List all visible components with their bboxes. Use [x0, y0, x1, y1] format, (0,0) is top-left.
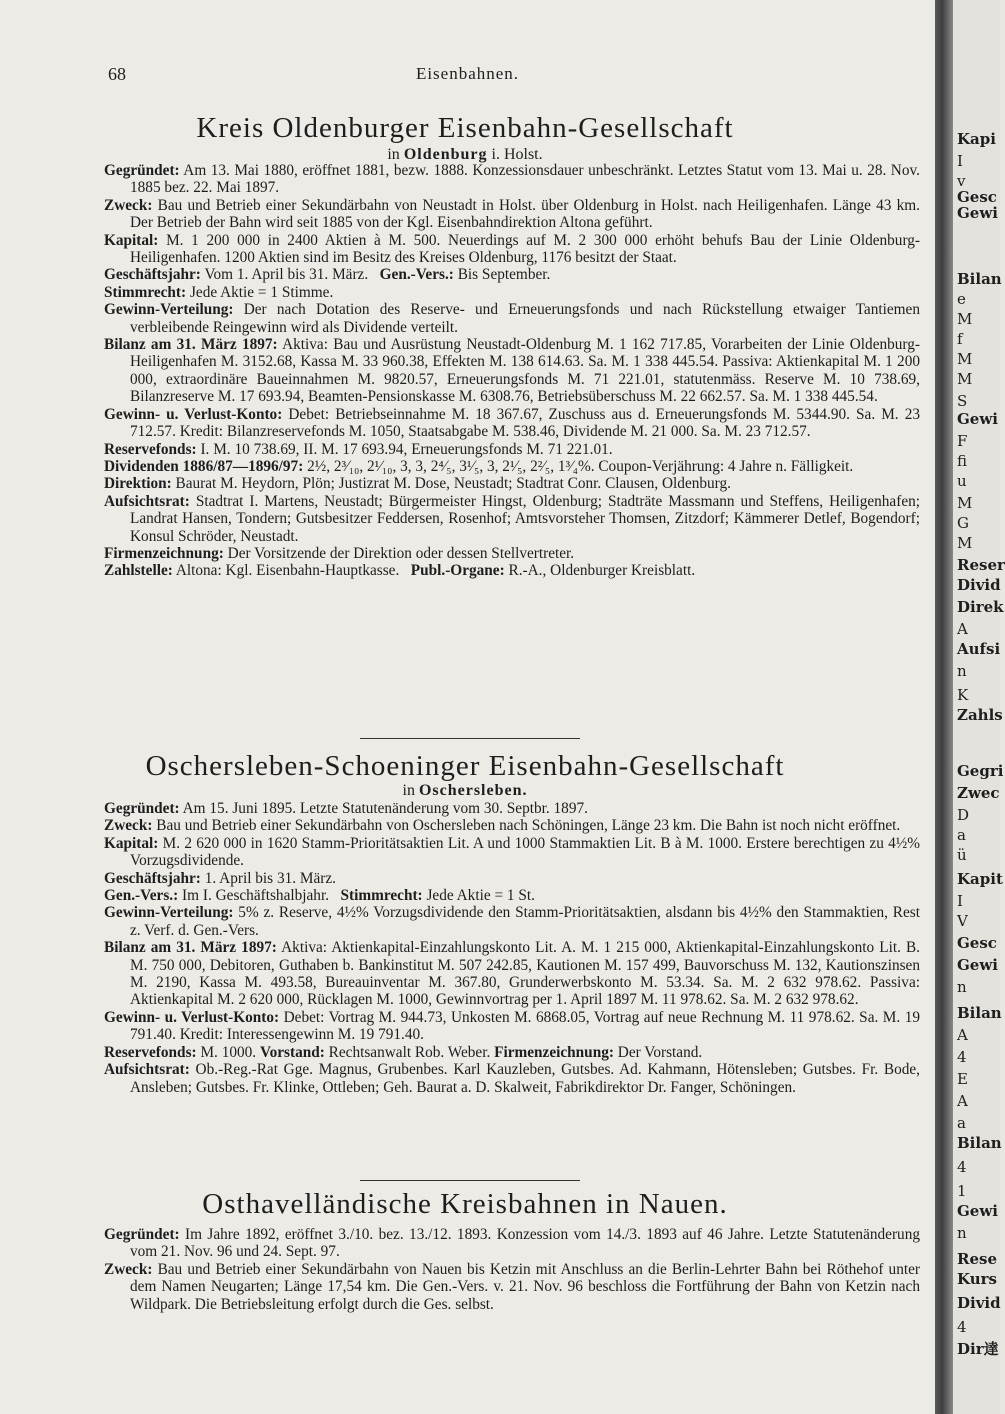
adjacent-page-fragment: Bilan: [957, 270, 1002, 288]
adjacent-page-fragment: Kapi: [957, 130, 996, 148]
entry-bilanz: [104, 939, 920, 1009]
entry-label: Aufsichtsrat:: [104, 1061, 190, 1079]
entry-text: 1. April bis 31. März.: [204, 869, 336, 887]
adjacent-page-fragment: a: [957, 826, 966, 844]
entry-text: Altona: Kgl. Eisenbahn-Hauptkasse.: [175, 562, 400, 580]
entry-kapital: [104, 835, 920, 870]
entry-text: Aktiva: Aktienkapital-Einzahlungskonto Lit. A. M. 1 215 000, Aktienkapital-Einzahlungskonto Lit. B. M. 750 000, Debitoren, Guthaben b. Bankinstitut M. 507 242.85, Kautionen M. 157 499, Bauvorschuss M. 132, Kautionszinsen M. 2190, Kassa M. 493.58, Bureauinventar M. 367.80, Grunderwerbskonto M. 53.34. Sa. M. 2 632 978.62. Passiva: Aktienkapital M. 2 620 000, Rücklagen M. 1000, Gewinnvortrag per 1. April 1897 M. 11 978.62. Sa. M. 2 632 978.62.: [130, 939, 921, 1009]
book-gutter: [935, 0, 953, 1414]
entry-label: Reservefonds:: [104, 1043, 197, 1061]
entry-label: Zweck:: [104, 196, 153, 214]
entry-label: Geschäftsjahr:: [104, 869, 201, 887]
entry-text: Rechtsanwalt Rob. Weber.: [328, 1043, 491, 1061]
company-section: [104, 1226, 920, 1313]
adjacent-page-fragment: S: [957, 392, 968, 410]
entry-gegruendet: [104, 800, 920, 817]
entry-text: M. 1000.: [200, 1043, 257, 1061]
entry-text: I. M. 10 738.69, II. M. 17 693.94, Erneuerungsfonds M. 71 221.01.: [200, 440, 613, 458]
entry-kapital: [104, 232, 920, 267]
adjacent-page-fragment: F: [957, 432, 968, 450]
entry-stimmrecht: [104, 284, 920, 301]
entry-text: Bau und Betrieb einer Sekundärbahn von Nauen bis Ketzin mit Anschluss an die Berlin-Lehrter Bahn bei Röthehof unter dem Namen Neugarten; Länge 17,54 km. Die Gen.-Vers. v. 21. Nov. 96 beschloss die Fortführung der Bahn von Ketzin nach Wildpark. Die Betriebsleitung erfolgt durch die Ges. selbst.: [130, 1260, 920, 1313]
entry-text: Der nach Dotation des Reserve- und Erneuerungsfonds und nach Rückstellung etwaiger Tantiemen verbleibende Reingewinn wird als Dividende verteilt.: [130, 301, 920, 336]
entry-reservefonds: [104, 441, 920, 458]
adjacent-page-fragment: Zwec: [957, 784, 1000, 802]
entry-gegruendet: [104, 1226, 920, 1261]
entry-label: Bilanz am 31. März 1897:: [104, 336, 278, 354]
adjacent-page-fragment: Gesc: [957, 934, 997, 952]
adjacent-page-fragment: M: [957, 494, 973, 512]
entry-label: Stimmrecht:: [104, 283, 187, 301]
adjacent-page-fragment: Gewi: [957, 204, 998, 222]
entry-aufsichtsrat: [104, 493, 920, 545]
adjacent-page-fragment: Aufsi: [957, 640, 1001, 658]
adjacent-page-fragment: n: [957, 978, 967, 996]
entry-label: Gen.-Vers.:: [379, 266, 454, 284]
adjacent-page-fragment: Gewi: [957, 410, 998, 428]
entry-label: Zweck:: [104, 1260, 153, 1278]
adjacent-page-fragment: Kurs: [957, 1270, 997, 1288]
adjacent-page-fragment: Direk: [957, 598, 1004, 616]
adjacent-page-fragment: Bilan: [957, 1134, 1002, 1152]
adjacent-page-fragment: n: [957, 662, 967, 680]
entry-text: Der Vorstand.: [617, 1043, 703, 1061]
page-number: 68: [108, 64, 126, 84]
entry-text: M. 2 620 000 in 1620 Stamm-Prioritätsaktien Lit. A und 1000 Stammaktien Lit. B à M. 1000. Erstere berechtigen zu 4½% Vorzugsdividende.: [130, 834, 920, 870]
entry-label: Gegründet:: [104, 1226, 180, 1243]
entry-text: Im Jahre 1892, eröffnet 3./10. bez. 13./12. 1893. Konzession vom 14./3. 1893 auf 46 Jahre. Letzte Statutenänderung vom 21. Nov. 96 und 24. Sept. 97.: [130, 1226, 920, 1261]
company-title: Kreis Oldenburger Eisenbahn-Gesellschaft: [196, 112, 734, 144]
entry-text: Am 13. Mai 1880, eröffnet 1881, bezw. 1888. Konzessionsdauer unbeschränkt. Letztes Statut vom 13. Mai u. 28. Nov. 1885 bez. 22. Mai 1897.: [130, 162, 920, 197]
entry-reservefonds: [104, 1044, 920, 1061]
adjacent-page-fragment: Zahls: [957, 706, 1003, 724]
adjacent-page-fragment: M: [957, 534, 973, 552]
adjacent-page-fragment: M: [957, 370, 973, 388]
entry-label: Gewinn- u. Verlust-Konto:: [104, 405, 283, 423]
entry-label: Kapital:: [104, 231, 159, 249]
adjacent-page-fragment: A: [957, 620, 968, 638]
entry-text: Bau und Betrieb einer Sekundärbahn von Oschersleben nach Schöningen, Länge 23 km. Die Bahn ist noch nicht eröffnet.: [156, 817, 901, 835]
adjacent-page-fragment: A: [957, 1092, 968, 1110]
entry-label: Kapital:: [104, 834, 159, 852]
adjacent-page-fragment: Reser: [957, 556, 1005, 574]
adjacent-page-fragment: Dir達: [957, 1340, 999, 1358]
adjacent-page-fragment: Gewi: [957, 1202, 998, 1220]
location-city: Oldenburg: [403, 146, 488, 163]
entry-label: Firmenzeichnung:: [104, 544, 224, 562]
company-section: [104, 800, 920, 1096]
adjacent-page-edge: [953, 0, 1005, 1414]
entry-text: Jede Aktie = 1 Stimme.: [189, 283, 334, 301]
adjacent-page-fragment: fi: [957, 452, 968, 470]
entry-label: Zahlstelle:: [104, 562, 173, 580]
entry-label: Vorstand:: [259, 1043, 325, 1061]
entry-text: Stadtrat I. Martens, Neustadt; Bürgermeister Hingst, Oldenburg; Stadträte Massmann und Steffens, Heiligenhafen; Landrat Hansen, Tondern; Gutsbesitzer Feddersen, Rosenhof; Amtsvorsteher Thomsen, Zitzdorf; Kämmerer Detlef, Bogendorf; Konsul Schröder, Neustadt.: [130, 492, 921, 545]
entry-label: Firmenzeichnung:: [494, 1043, 614, 1061]
adjacent-page-fragment: Divid: [957, 576, 1001, 594]
adjacent-page-fragment: 4: [957, 1318, 967, 1336]
entry-gewinn-verlust: [104, 406, 920, 441]
adjacent-page-fragment: 4: [957, 1048, 967, 1066]
entry-label: Gegründet:: [104, 162, 180, 179]
adjacent-page-fragment: M: [957, 350, 973, 368]
section-divider: [360, 738, 580, 739]
entry-zweck: [104, 1261, 920, 1313]
entry-aufsichtsrat: [104, 1061, 920, 1096]
adjacent-page-fragment: E: [957, 1070, 968, 1088]
entry-text: Baurat M. Heydorn, Plön; Justizrat M. Dose, Neustadt; Stadtrat Conr. Clausen, Oldenburg.: [175, 475, 731, 493]
adjacent-page-fragment: M: [957, 310, 973, 328]
entry-firmenzeichnung: [104, 545, 920, 562]
entry-label: Direktion:: [104, 475, 172, 493]
location-prefix: in: [387, 146, 400, 163]
adjacent-page-fragment: I: [957, 152, 963, 170]
company-title: Osthavelländische Kreisbahnen in Nauen.: [202, 1188, 728, 1220]
entry-text: Am 15. Juni 1895. Letzte Statutenänderung vom 30. Septbr. 1897.: [182, 800, 588, 817]
entry-text: M. 1 200 000 in 2400 Aktien à M. 500. Neuerdings auf M. 2 300 000 erhöht behufs Bau der Linie Oldenburg-Heiligenhafen. 1200 Aktien sind im Besitz des Kreises Oldenburg, 1176 besitzt der Staat.: [130, 231, 921, 267]
entry-label: Gen.-Vers.:: [104, 887, 179, 905]
entry-text: Bis September.: [457, 266, 551, 284]
adjacent-page-fragment: v: [957, 172, 966, 190]
entry-text: Debet: Betriebseinnahme M. 18 367.67, Zuschuss aus d. Erneuerungsfonds M. 5344.90. Sa. M. 23 712.57. Kredit: Bilanzreservefonds M. 1050, Staatsabgabe M. 538.46, Dividende M. 21 000. Sa. M. 23 712.57.: [130, 405, 920, 441]
entry-text: 5% z. Reserve, 4½% Vorzugsdividende den Stamm-Prioritätsaktien, alsdann bis 4½% den Stammaktien, Rest z. Verf. d. Gen.-Vers.: [130, 904, 920, 939]
adjacent-page-fragment: Kapit: [957, 870, 1003, 888]
location-suffix: i. Holst.: [491, 146, 543, 163]
entry-direktion: [104, 475, 920, 492]
entry-gewinn-verlust: [104, 1009, 920, 1044]
entry-gen-vers: [104, 887, 920, 904]
entry-text: Jede Aktie = 1 St.: [426, 887, 535, 905]
adjacent-page-fragment: Gegri: [957, 762, 1004, 780]
entry-label: Gegründet:: [104, 800, 180, 817]
section-divider: [360, 1180, 580, 1181]
adjacent-page-fragment: V: [957, 912, 968, 930]
entry-text: Der Vorsitzende der Direktion oder dessen Stellvertreter.: [227, 544, 575, 562]
adjacent-page-fragment: A: [957, 1026, 968, 1044]
entry-zweck: [104, 197, 920, 232]
entry-text: Bau und Betrieb einer Sekundärbahn von Neustadt in Holst. über Oldenburg in Holst. nach Heiligenhafen. Länge 43 km. Der Betrieb der Bahn wird seit 1885 von der Kgl. Eisenbahndirektion Altona geführt.: [130, 196, 920, 232]
entry-label: Stimmrecht:: [340, 887, 423, 905]
entry-label: Zweck:: [104, 817, 153, 835]
adjacent-page-fragment: 1: [957, 1182, 967, 1200]
adjacent-page-fragment: Bilan: [957, 1004, 1002, 1022]
adjacent-page-fragment: ü: [957, 846, 967, 864]
entry-geschaeftsjahr: [104, 266, 920, 283]
adjacent-page-fragment: Gesc: [957, 188, 997, 206]
location-city: Oschersleben.: [418, 782, 528, 799]
adjacent-page-fragment: G: [957, 514, 969, 532]
entry-label: Geschäftsjahr:: [104, 266, 201, 284]
entry-gewinn-verteilung: [104, 301, 920, 336]
entry-label: Reservefonds:: [104, 440, 197, 458]
location-prefix: in: [402, 782, 415, 799]
adjacent-page-fragment: I: [957, 892, 963, 910]
entry-label: Aufsichtsrat:: [104, 492, 190, 510]
entry-label: Gewinn- u. Verlust-Konto:: [104, 1008, 280, 1026]
entry-geschaeftsjahr: [104, 870, 920, 887]
entry-bilanz: [104, 336, 920, 406]
entry-text: Im I. Geschäftshalbjahr.: [182, 887, 330, 905]
adjacent-page-fragment: a: [957, 1114, 966, 1132]
adjacent-page-fragment: 4: [957, 1158, 967, 1176]
entry-text: Ob.-Reg.-Rat Gge. Magnus, Grubenbes. Karl Kauzleben, Gutsbes. Ad. Kahmann, Hötensleben; Gutsbes. Fr. Bode, Ansleben; Gutsbes. Fr. Klinke, Ottleben; Geh. Baurat a. D. Skalweit, Fabrikdirektor Dr. Fanger, Schöningen.: [130, 1061, 921, 1096]
entry-text: 2½, 2³⁄₁₀, 2¹⁄₁₀, 3, 3, 2⁴⁄₅, 3¹⁄₅, 3, 2¹⁄₅, 2²⁄₅, 1³⁄₄%. Coupon-Verjährung: 4 Jahre n. Fälligkeit.: [307, 457, 854, 475]
entry-label: Gewinn-Verteilung:: [104, 904, 234, 922]
running-title: Eisenbahnen.: [415, 64, 520, 83]
entry-gegruendet: [104, 162, 920, 197]
entry-label: Bilanz am 31. März 1897:: [104, 939, 277, 957]
entry-dividenden: [104, 458, 920, 475]
entry-label: Dividenden 1886/87—1896/97:: [104, 457, 304, 475]
entry-text: Aktiva: Bau und Ausrüstung Neustadt-Oldenburg M. 1 162 717.85, Vorarbeiten der Linie Oldenburg-Heiligenhafen M. 3152.68, Kassa M. 33 960.38, Effekten M. 138 614.63. Sa. M. 1 338 445.54. Passiva: Aktienkapital M. 1 200 000, extraordinäre Baueinnahmen M. 9820.57, Erneuerungsfonds M. 71 221.01, statutenmäss. Reserve M. 10 738.69, Bilanzreserve M. 17 693.94, Beamten-Pensionskasse M. 6308.76, Betriebsüberschuss M. 22 662.57. Sa. M. 1 338 445.54.: [130, 336, 920, 406]
adjacent-page-fragment: Gewi: [957, 956, 998, 974]
adjacent-page-fragment: Divid: [957, 1294, 1001, 1312]
adjacent-page-fragment: K: [957, 686, 969, 704]
company-title: Oschersleben-Schoeninger Eisenbahn-Gesellschaft: [145, 750, 785, 782]
entry-text: Debet: Vortrag M. 944.73, Unkosten M. 6868.05, Vortrag auf neue Rechnung M. 11 978.62. Sa. M. 19 791.40. Kredit: Interessengewinn M. 19 791.40.: [130, 1008, 920, 1044]
adjacent-page-fragment: e: [957, 290, 966, 308]
adjacent-page-fragment: D: [957, 806, 970, 824]
entry-label: Publ.-Organe:: [410, 562, 505, 580]
entry-text: R.-A., Oldenburger Kreisblatt.: [508, 562, 696, 580]
adjacent-page-fragment: Rese: [957, 1250, 997, 1268]
entry-gewinn-verteilung: [104, 904, 920, 939]
company-section: [104, 162, 920, 580]
entry-text: Vom 1. April bis 31. März.: [204, 266, 369, 284]
entry-zweck: [104, 817, 920, 834]
adjacent-page-fragment: f: [957, 330, 963, 348]
entry-zahlstelle: [104, 562, 920, 579]
entry-label: Gewinn-Verteilung:: [104, 301, 234, 319]
adjacent-page-fragment: u: [957, 472, 967, 490]
adjacent-page-fragment: n: [957, 1224, 967, 1242]
company-location: [60, 782, 870, 800]
